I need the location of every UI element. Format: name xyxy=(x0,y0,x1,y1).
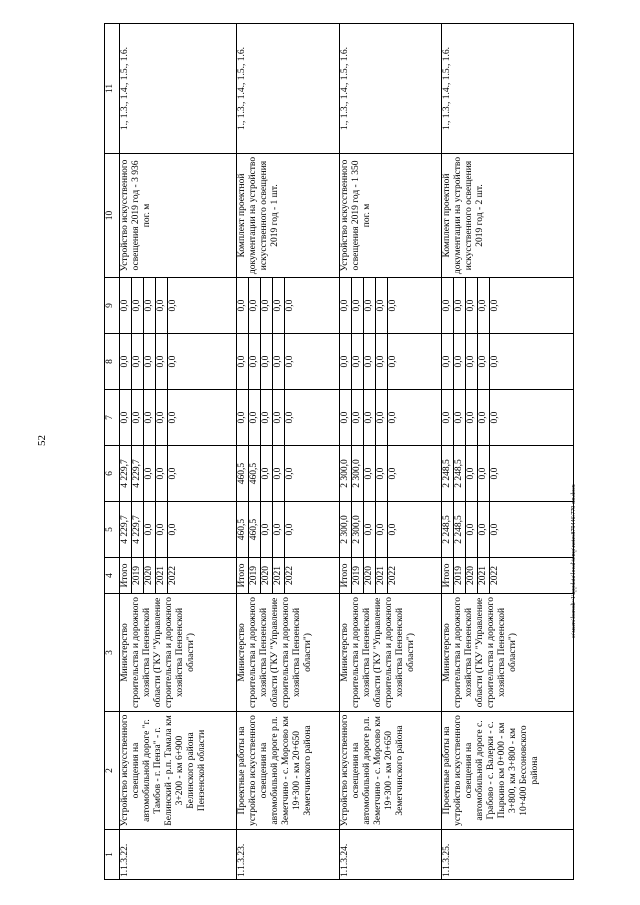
amount-list xyxy=(442,446,574,502)
amount-cell: 0,0 xyxy=(340,278,352,333)
indicator-links: 1., 1.3., 1.4., 1.5., 1.6. xyxy=(442,24,574,154)
amount-cell: 0,0 xyxy=(132,390,144,445)
year-cell: Итого xyxy=(442,558,454,593)
amount-list xyxy=(442,278,574,334)
year-cell: 2022 xyxy=(490,566,501,585)
amount-list xyxy=(339,502,442,558)
year-cell: 2022 xyxy=(387,566,398,585)
amount-cell: 0,0 xyxy=(120,390,132,445)
amount-cell: 0,0 xyxy=(364,334,376,389)
header-cell: 8 xyxy=(105,334,120,390)
table-row xyxy=(442,24,574,880)
amount-cell: 0,0 xyxy=(490,411,501,424)
table-row xyxy=(339,24,442,880)
year-cell: 2022 xyxy=(168,566,178,585)
amount-cell: 0,0 xyxy=(168,467,178,480)
header-cell: 2 xyxy=(105,712,120,830)
amount-cell: 0,0 xyxy=(490,355,501,368)
amount-cell: 0,0 xyxy=(237,390,249,445)
amount-cell: 0,0 xyxy=(237,278,249,333)
year-cell: 2019 xyxy=(352,558,364,593)
year-cell: Итого xyxy=(237,558,249,593)
amount-cell: 0,0 xyxy=(442,278,454,333)
amount-cell: 0,0 xyxy=(364,502,376,557)
amount-list xyxy=(237,502,340,558)
row-number: 1.1.3.24. xyxy=(339,830,442,880)
amount-cell: 0,0 xyxy=(466,502,478,557)
amount-cell: 0,0 xyxy=(144,390,156,445)
measure-name: Устройство искусственного освещения на автомобильной дороге "г. Тамбов - г. Пенза" - г. Белинский - р.п. Тамала км 3+200 - км 6+900 Белинского района Пензенской области xyxy=(120,712,237,830)
amount-cell: 2 300,0 xyxy=(340,502,352,557)
amount-cell: 2 248,5 xyxy=(442,446,454,501)
year-list xyxy=(442,558,574,594)
amount-cell: 0,0 xyxy=(478,390,490,445)
amount-list xyxy=(120,446,237,502)
amount-cell: 0,0 xyxy=(352,390,364,445)
amount-cell: 0,0 xyxy=(144,278,156,333)
amount-list xyxy=(120,334,237,390)
header-cell: 7 xyxy=(105,390,120,446)
expected-result: Устройство искусственного освещения 2019 год - 3 936 пог. м xyxy=(120,154,237,278)
expected-result: Комплект проектной документации на устройство искусственного освещения 2019 год - 2 шт. xyxy=(442,154,574,278)
amount-cell: 0,0 xyxy=(376,446,388,501)
indicator-links: 1., 1.3., 1.4., 1.5., 1.6. xyxy=(120,24,237,154)
amount-cell: 4 229,7 xyxy=(132,446,144,501)
amount-cell: 0,0 xyxy=(285,467,296,480)
amount-cell: 0,0 xyxy=(156,390,168,445)
amount-cell: 0,0 xyxy=(156,334,168,389)
header-cell: 1 xyxy=(105,830,120,880)
year-cell: 2022 xyxy=(285,566,296,585)
table-row xyxy=(237,24,340,880)
amount-cell: 0,0 xyxy=(442,334,454,389)
amount-cell: 0,0 xyxy=(340,390,352,445)
amount-cell: 0,0 xyxy=(376,278,388,333)
amount-cell: 0,0 xyxy=(273,446,285,501)
amount-cell: 0,0 xyxy=(156,278,168,333)
amount-cell: 0,0 xyxy=(261,446,273,501)
row-number: 1.1.3.23. xyxy=(237,830,340,880)
year-cell: 2021 xyxy=(156,558,168,593)
amount-cell: 0,0 xyxy=(387,523,398,536)
measure-name: Устройство искусственного освещения на автомобильной дороге р.п. Земетчино - с. Морсово км 19+300 - км 20+650 Земетчинского района xyxy=(339,712,442,830)
executor: Министерство строительства и дорожного хозяйства Пензенской области (ГКУ "Управление строительства и дорожного хозяйства Пензенской области") xyxy=(120,594,237,712)
amount-cell: 0,0 xyxy=(261,390,273,445)
amount-cell: 4 229,7 xyxy=(120,502,132,557)
amount-list xyxy=(339,278,442,334)
year-cell: 2020 xyxy=(261,558,273,593)
measure-name: Проектные работы на устройство искусственного освещения на автомобильной дороге р.п. Земетчино - с. Морсово км 19+300 - км 20+650 Земетчинского района xyxy=(237,712,340,830)
amount-list xyxy=(442,334,574,390)
measure-name: Проектные работы на устройство искусственного освещения на автомобильной дороге с. Грабово - с. Валерки - с. Пыркино км 0+000 - км 3+800, км 3+800 - км 10+400 Бессоновского района xyxy=(442,712,574,830)
amount-cell: 0,0 xyxy=(273,390,285,445)
amount-cell: 0,0 xyxy=(466,278,478,333)
row-number: 1.1.3.22. xyxy=(120,830,237,880)
amount-cell: 0,0 xyxy=(285,355,296,368)
amount-cell: 0,0 xyxy=(285,523,296,536)
amount-cell: 0,0 xyxy=(352,278,364,333)
amount-list xyxy=(339,390,442,446)
year-cell: 2019 xyxy=(249,558,261,593)
amount-cell: 0,0 xyxy=(364,446,376,501)
amount-cell: 0,0 xyxy=(261,502,273,557)
header-cell: 11 xyxy=(105,24,120,154)
indicator-links: 1., 1.3., 1.4., 1.5., 1.6. xyxy=(237,24,340,154)
amount-cell: 0,0 xyxy=(120,334,132,389)
amount-cell: 0,0 xyxy=(478,334,490,389)
amount-cell: 460,5 xyxy=(237,446,249,501)
executor: Министерство строительства и дорожного хозяйства Пензенской области (ГКУ "Управление строительства и дорожного хозяйства Пензенской области") xyxy=(339,594,442,712)
amount-cell: 0,0 xyxy=(168,355,178,368)
header-cell: 9 xyxy=(105,278,120,334)
amount-cell: 0,0 xyxy=(168,411,178,424)
year-cell: 2019 xyxy=(132,558,144,593)
header-cell: 5 xyxy=(105,502,120,558)
amount-cell: 0,0 xyxy=(364,278,376,333)
amount-cell: 460,5 xyxy=(249,502,261,557)
executor: Министерство строительства и дорожного хозяйства Пензенской области (ГКУ "Управление строительства и дорожного хозяйства Пензенской области") xyxy=(442,594,574,712)
header-cell: 4 xyxy=(105,558,120,594)
amount-cell: 0,0 xyxy=(387,411,398,424)
program-table xyxy=(104,23,574,880)
amount-cell: 0,0 xyxy=(144,446,156,501)
header-cell: 3 xyxy=(105,594,120,712)
amount-list xyxy=(237,334,340,390)
amount-cell: 0,0 xyxy=(144,502,156,557)
amount-cell: 0,0 xyxy=(442,390,454,445)
amount-cell: 2 300,0 xyxy=(352,446,364,501)
amount-cell: 0,0 xyxy=(168,523,178,536)
amount-list xyxy=(442,390,574,446)
amount-list xyxy=(120,390,237,446)
executor: Министерство строительства и дорожного хозяйства Пензенской области (ГКУ "Управление строительства и дорожного хозяйства Пензенской области") xyxy=(237,594,340,712)
year-cell: Итого xyxy=(120,558,132,593)
amount-cell: 2 248,5 xyxy=(454,446,466,501)
footer-file-path: c:\users\borodi~1\appdata\local\temp\notes879446\779-пп.docx xyxy=(571,484,577,638)
row-number: 1.1.3.25. xyxy=(442,830,574,880)
amount-cell: 0,0 xyxy=(249,390,261,445)
amount-cell: 0,0 xyxy=(285,299,296,312)
amount-cell: 0,0 xyxy=(466,390,478,445)
amount-cell: 460,5 xyxy=(237,502,249,557)
amount-cell: 0,0 xyxy=(273,278,285,333)
amount-cell: 0,0 xyxy=(249,278,261,333)
amount-list xyxy=(339,334,442,390)
amount-cell: 0,0 xyxy=(261,278,273,333)
year-cell: 2020 xyxy=(364,558,376,593)
amount-cell: 0,0 xyxy=(156,446,168,501)
indicator-links: 1., 1.3., 1.4., 1.5., 1.6. xyxy=(339,24,442,154)
amount-list xyxy=(442,502,574,558)
header-cell: 10 xyxy=(105,154,120,278)
amount-cell: 0,0 xyxy=(376,502,388,557)
amount-cell: 0,0 xyxy=(466,334,478,389)
amount-cell: 0,0 xyxy=(478,446,490,501)
year-list xyxy=(237,558,340,594)
header-row xyxy=(105,24,120,880)
year-list xyxy=(120,558,237,594)
amount-cell: 0,0 xyxy=(454,278,466,333)
amount-cell: 0,0 xyxy=(168,299,178,312)
year-cell: 2021 xyxy=(478,558,490,593)
amount-cell: 0,0 xyxy=(478,502,490,557)
amount-cell: 4 229,7 xyxy=(132,502,144,557)
amount-cell: 0,0 xyxy=(490,467,501,480)
amount-cell: 0,0 xyxy=(466,446,478,501)
amount-cell: 0,0 xyxy=(273,502,285,557)
amount-cell: 0,0 xyxy=(387,355,398,368)
amount-cell: 460,5 xyxy=(249,446,261,501)
amount-cell: 0,0 xyxy=(261,334,273,389)
year-cell: 2020 xyxy=(466,558,478,593)
amount-cell: 4 229,7 xyxy=(120,446,132,501)
amount-cell: 0,0 xyxy=(454,390,466,445)
year-cell: 2021 xyxy=(273,558,285,593)
amount-cell: 0,0 xyxy=(352,334,364,389)
amount-cell: 0,0 xyxy=(364,390,376,445)
amount-list xyxy=(120,502,237,558)
year-cell: 2021 xyxy=(376,558,388,593)
amount-cell: 0,0 xyxy=(285,411,296,424)
page-number: 52 xyxy=(36,435,48,446)
amount-list xyxy=(120,278,237,334)
amount-cell: 0,0 xyxy=(156,502,168,557)
amount-cell: 2 248,5 xyxy=(454,502,466,557)
amount-cell: 2 248,5 xyxy=(442,502,454,557)
amount-cell: 0,0 xyxy=(249,334,261,389)
program-table-rotated xyxy=(104,24,574,880)
amount-cell: 0,0 xyxy=(144,334,156,389)
amount-list xyxy=(237,390,340,446)
year-cell: Итого xyxy=(340,558,352,593)
year-cell: 2020 xyxy=(144,558,156,593)
amount-cell: 2 300,0 xyxy=(340,446,352,501)
amount-cell: 0,0 xyxy=(273,334,285,389)
year-list xyxy=(339,558,442,594)
amount-cell: 0,0 xyxy=(454,334,466,389)
amount-list xyxy=(237,278,340,334)
amount-cell: 0,0 xyxy=(490,299,501,312)
amount-cell: 0,0 xyxy=(132,278,144,333)
table-row xyxy=(120,24,237,880)
amount-cell: 0,0 xyxy=(376,390,388,445)
amount-list xyxy=(237,446,340,502)
amount-cell: 0,0 xyxy=(387,299,398,312)
amount-cell: 0,0 xyxy=(387,467,398,480)
amount-cell: 0,0 xyxy=(120,278,132,333)
expected-result: Комплект проектной документации на устройство искусственного освещения 2019 год - 1 шт. xyxy=(237,154,340,278)
year-cell: 2019 xyxy=(454,558,466,593)
amount-cell: 0,0 xyxy=(340,334,352,389)
amount-cell: 0,0 xyxy=(490,523,501,536)
amount-cell: 0,0 xyxy=(132,334,144,389)
amount-cell: 0,0 xyxy=(478,278,490,333)
header-cell: 6 xyxy=(105,446,120,502)
amount-cell: 0,0 xyxy=(376,334,388,389)
amount-cell: 2 300,0 xyxy=(352,502,364,557)
amount-list xyxy=(339,446,442,502)
amount-cell: 0,0 xyxy=(237,334,249,389)
expected-result: Устройство искусственного освещения 2019 год - 1 350 пог. м xyxy=(339,154,442,278)
